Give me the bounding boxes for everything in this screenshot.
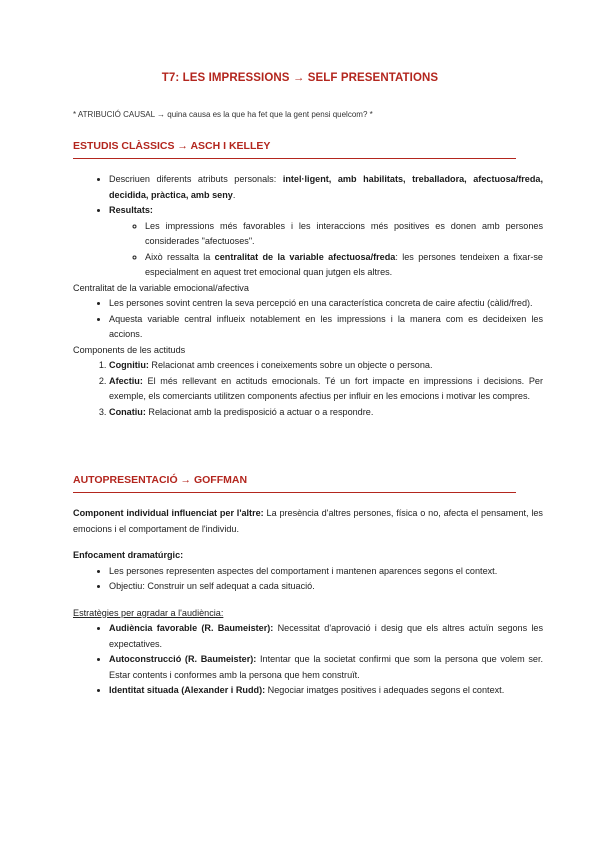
- list-item: • Autoconstrucció (R. Baumeister): Intentar que la societat confirmi que som la persona que volem ser. Estar contents i conformes amb la persona que hem construït.: [109, 652, 543, 683]
- components-title: Components de les actituds: [73, 344, 186, 355]
- goffman-content: [73, 506, 543, 699]
- section-heading-classic-studies: ESTUDIS CLÀSSICS → ASCH I KELLEY: [73, 140, 271, 152]
- components-list: [73, 358, 543, 420]
- list-item: 3. Conatiu: Relacionat amb la predisposició a actuar o a respondre.: [109, 405, 543, 421]
- section-heading-goffman: AUTOPRESENTACIÓ → GOFFMAN: [73, 474, 248, 486]
- list-item: • Aquesta variable central influeix notablement en les impressions i la manera com es decideixen les accions.: [109, 312, 543, 343]
- centralitat-title: Centralitat de la variable emocional/afectiva: [73, 282, 249, 293]
- list-item: • Identitat situada (Alexander i Rudd): Negociar imatges positives i adequades segons el context.: [109, 683, 543, 699]
- list-item: • Les persones representen aspectes del comportament i mantenen aparences segons el context.: [109, 564, 543, 580]
- enfocament-label: Enfocament dramatúrgic:: [73, 550, 184, 560]
- classic-studies-list: [73, 172, 543, 281]
- estrategies-list: [73, 621, 543, 699]
- list-item: [109, 203, 543, 281]
- list-item: • Descriuen diferents atributs personals: intel·ligent, amb habilitats, treballadora, afectuosa/freda, decidida, pràctica, amb seny.: [109, 172, 543, 203]
- attributes-bold: intel·ligent, amb habilitats, treballadora, afectuosa/freda, decidida, pràctica, amb seny: [109, 174, 543, 200]
- list-item: • Audiència favorable (R. Baumeister): Necessitat d'aprovació i desig que els altres actuïn segons les expectatives.: [109, 621, 543, 652]
- individual-component-paragraph: Component individual influenciat per l'altre: La presència d'altres persones, física o no, afecta el pensament, les emocions i el comportament de l'individu.: [73, 508, 543, 534]
- estrategies-title: Estratègies per agradar a l'audiència:: [73, 607, 224, 618]
- centralitat-list: [73, 296, 543, 343]
- section-divider: [73, 158, 516, 159]
- list-item: ◦ Això ressalta la centralitat de la variable afectuosa/freda: les persones tendeixen a fixar-se especialment en aquest tret emocional quan jutgen els altres.: [145, 250, 543, 281]
- enfocament-list: [73, 564, 543, 595]
- list-item: 1. Cognitiu: Relacionat amb creences i coneixements sobre un objecte o persona.: [109, 358, 543, 374]
- causal-attribution-note: * ATRIBUCIÓ CAUSAL → quina causa es la que ha fet que la gent pensi quelcom? *: [73, 110, 373, 119]
- results-label: Resultats:: [109, 205, 153, 215]
- list-item: ◦ Les impressions més favorables i les interaccions més positives es donen amb persones considerades "afectuoses".: [145, 219, 543, 250]
- list-item: • Objectiu: Construir un self adequat a cada situació.: [109, 579, 543, 595]
- list-item: 2. Afectiu: El més rellevant en actituds emocionals. Té un fort impacte en impressions i decisions. Per exemple, els comerciants utilitzen components afectius per influir en les emocions i motivar les compres.: [109, 374, 543, 405]
- classic-studies-content: [73, 172, 543, 420]
- page-title: T7: LES IMPRESSIONS → SELF PRESENTATIONS: [161, 72, 439, 84]
- list-item: • Les persones sovint centren la seva percepció en una característica concreta de caire afectiu (càlid/fred).: [109, 296, 543, 312]
- results-sublist: [109, 219, 543, 281]
- section-divider: [73, 492, 516, 493]
